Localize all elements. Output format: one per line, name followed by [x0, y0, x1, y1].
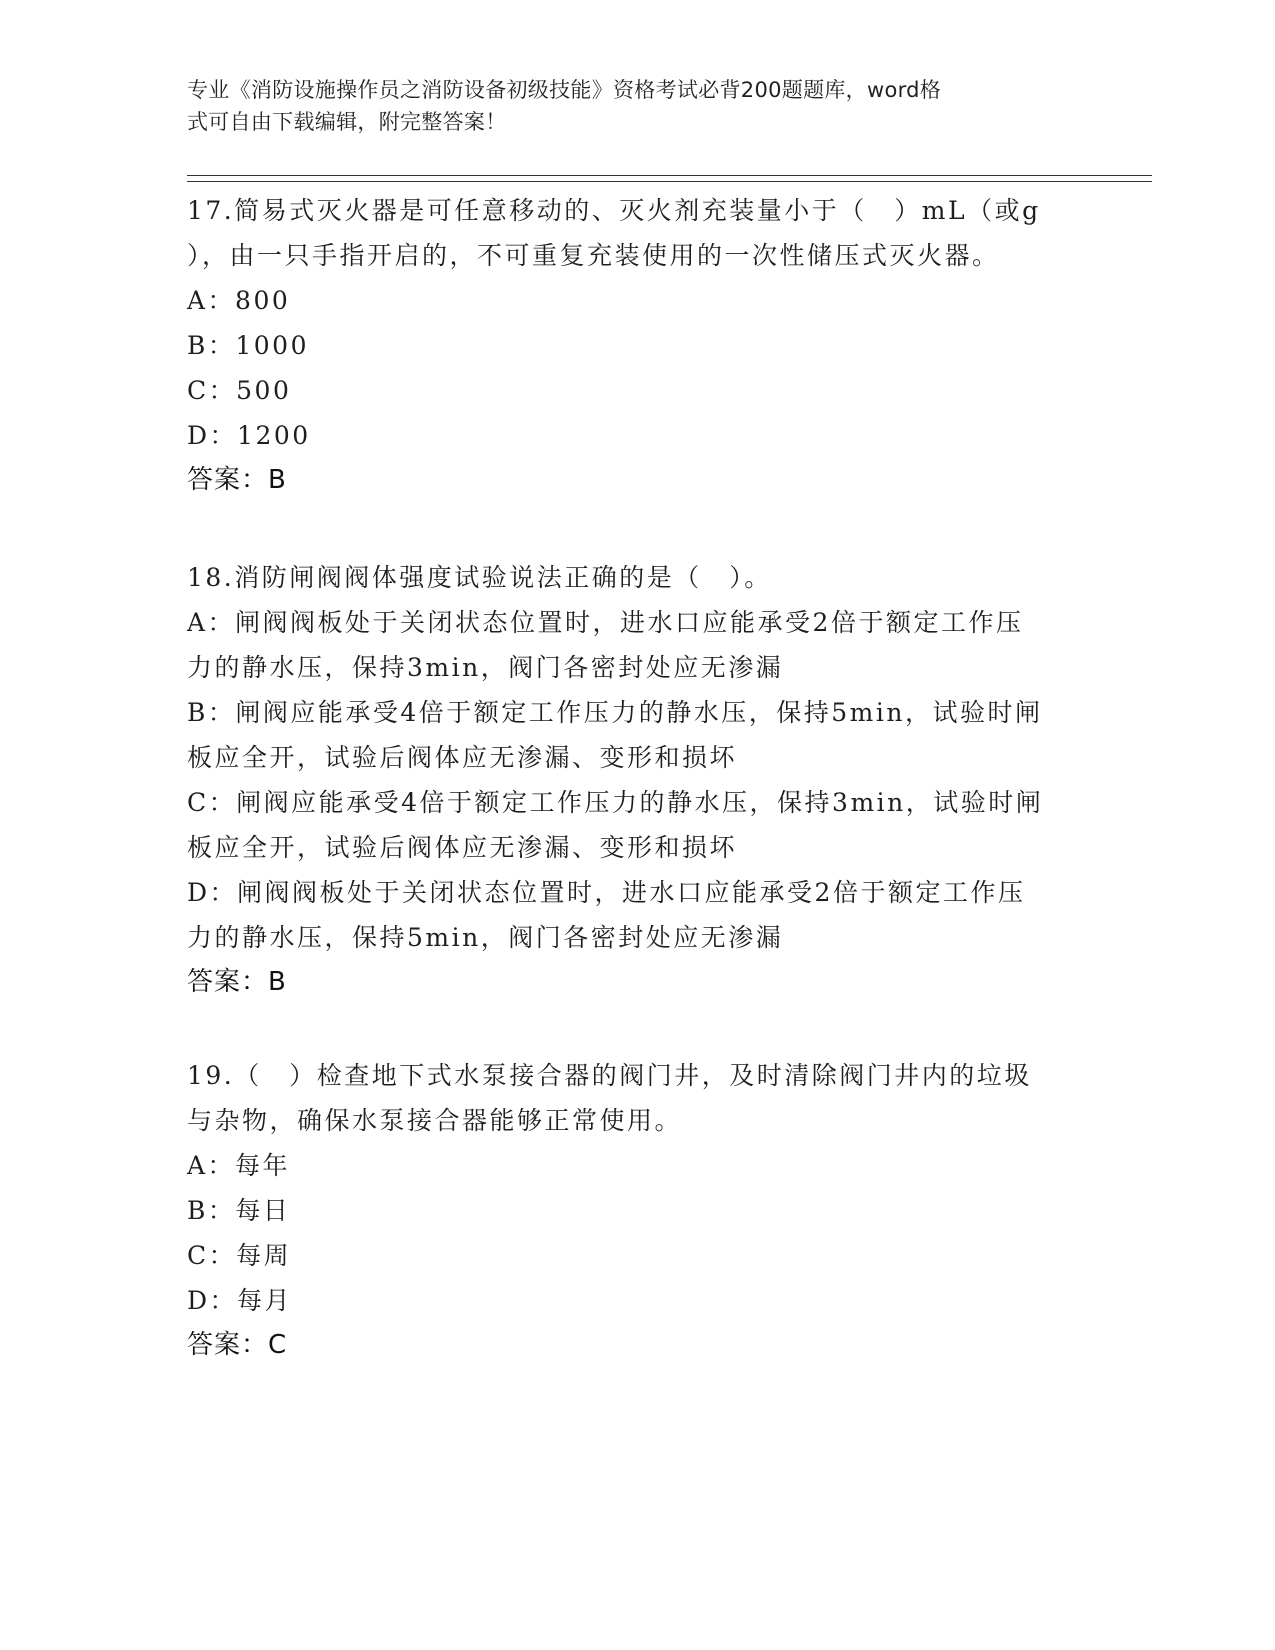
option-d: D：每月	[187, 1286, 293, 1315]
option-a-continued: 力的静水压，保持3min，阀门各密封处应无渗漏	[187, 653, 784, 682]
document-header	[187, 74, 1067, 138]
option-d-continued: 力的静水压，保持5min，阀门各密封处应无渗漏	[187, 923, 784, 952]
option-a: A：每年	[187, 1151, 291, 1180]
question-17	[187, 188, 1087, 503]
option-b: B：1000	[187, 331, 309, 360]
header-line-2: 式可自由下载编辑，附完整答案！	[187, 110, 507, 134]
answer-label: 答案：B	[187, 967, 287, 997]
option-c: C：闸阀应能承受4倍于额定工作压力的静水压，保持3min，试验时闸	[187, 788, 1044, 817]
question-stem-line: 19.（ ）检查地下式水泵接合器的阀门井，及时清除阀门井内的垃圾	[187, 1061, 1032, 1090]
question-stem-line: ），由一只手指开启的，不可重复充装使用的一次性储压式灭火器。	[187, 241, 1000, 270]
question-stem-line: 与杂物，确保水泵接合器能够正常使用。	[187, 1106, 683, 1135]
header-line-1: 专业《消防设施操作员之消防设备初级技能》资格考试必背200题题库，word格	[187, 78, 942, 102]
answer-label: 答案：C	[187, 1330, 288, 1360]
option-d: D：闸阀阀板处于关闭状态位置时，进水口应能承受2倍于额定工作压	[187, 878, 1026, 907]
answer-label: 答案：B	[187, 465, 287, 495]
option-b: B：每日	[187, 1196, 291, 1225]
question-18	[187, 555, 1087, 1005]
option-b-continued: 板应全开，试验后阀体应无渗漏、变形和损坏	[187, 743, 738, 772]
question-19	[187, 1053, 1087, 1368]
option-b: B：闸阀应能承受4倍于额定工作压力的静水压，保持5min，试验时闸	[187, 698, 1043, 727]
option-a: A：800	[187, 286, 291, 315]
header-divider-top	[187, 175, 1152, 176]
question-stem-line: 18.消防闸阀阀体强度试验说法正确的是（ ）。	[187, 563, 772, 592]
question-stem-line: 17.简易式灭火器是可任意移动的、灭火剂充装量小于（ ）mL（或g	[187, 196, 1041, 225]
option-c: C：每周	[187, 1241, 292, 1270]
option-d: D：1200	[187, 421, 311, 450]
header-divider-bottom	[187, 181, 1152, 182]
option-a: A：闸阀阀板处于关闭状态位置时，进水口应能承受2倍于额定工作压	[187, 608, 1024, 637]
option-c: C：500	[187, 376, 292, 405]
option-c-continued: 板应全开，试验后阀体应无渗漏、变形和损坏	[187, 833, 738, 862]
